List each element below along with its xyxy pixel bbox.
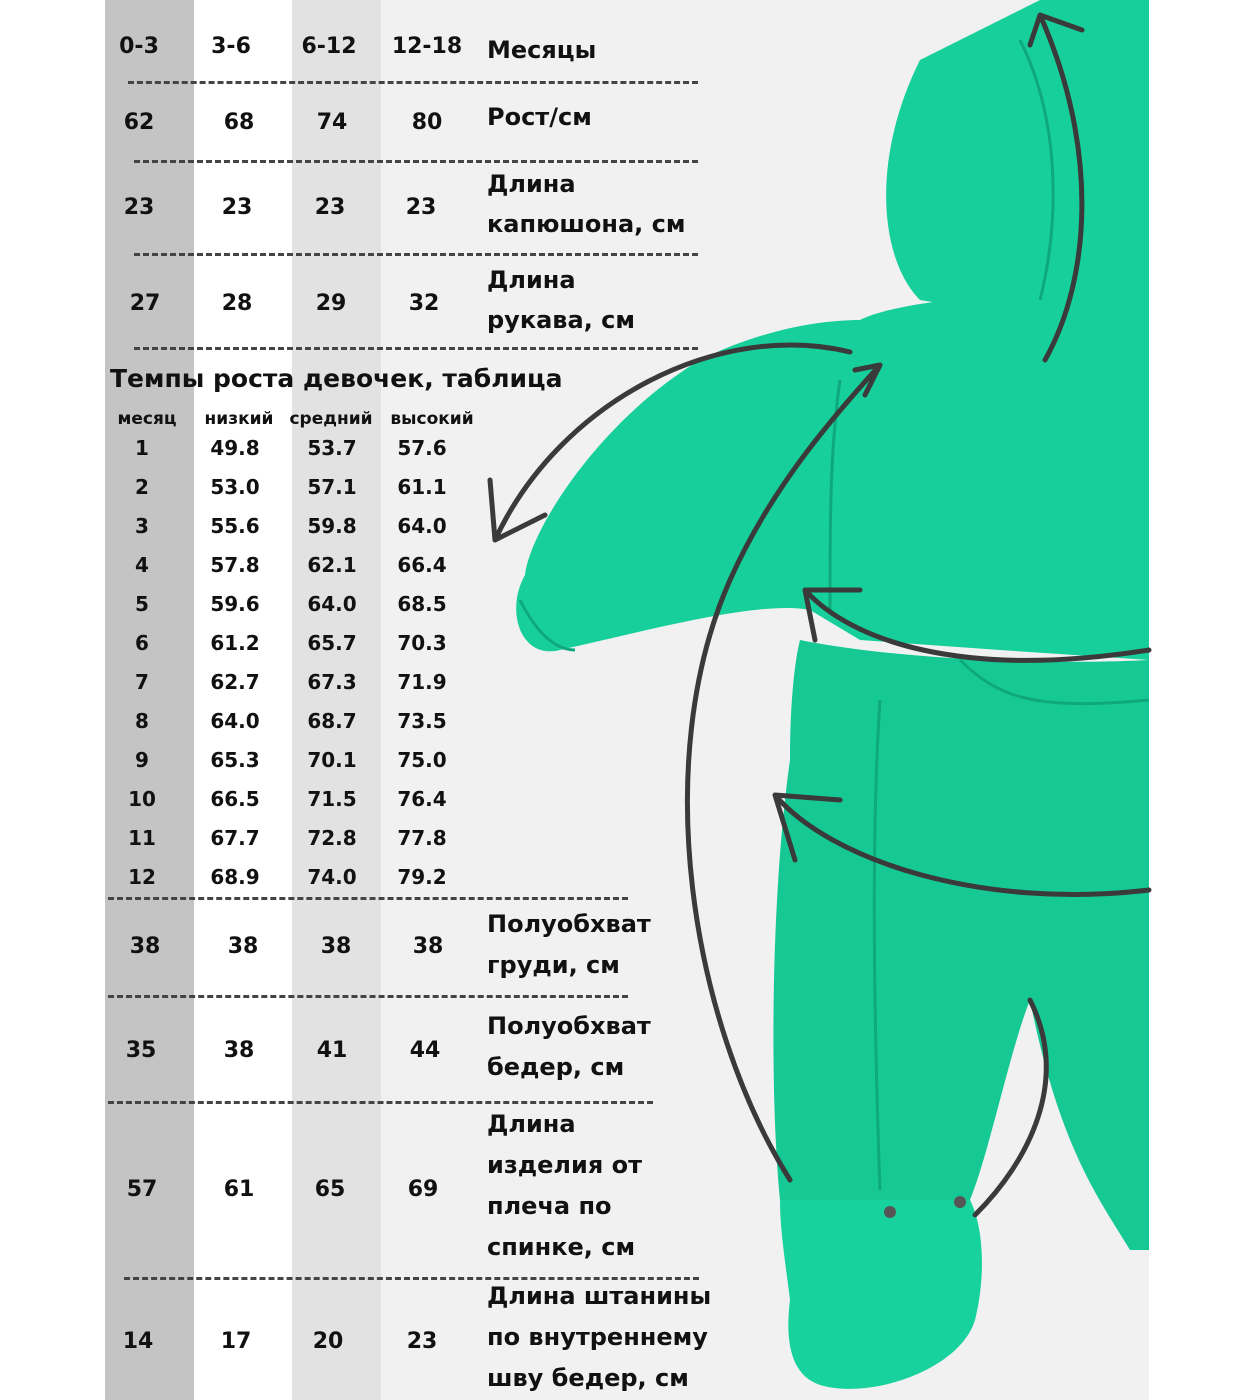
garment-length-label: плеча по — [487, 1192, 612, 1220]
growth-value-cell: 76.4 — [397, 787, 447, 811]
growth-value-cell: 67.7 — [210, 826, 260, 850]
separator-line — [134, 347, 698, 350]
inseam-label: по внутреннему — [487, 1323, 708, 1351]
growth-value-cell: 62.1 — [307, 553, 357, 577]
growth-value-cell: 73.5 — [397, 709, 447, 733]
separator-line — [134, 160, 698, 163]
growth-month-cell: 6 — [135, 631, 149, 655]
growth-month-cell: 10 — [128, 787, 156, 811]
hood-length-value: 23 — [221, 195, 253, 220]
growth-month-cell: 11 — [128, 826, 156, 850]
size-header: 12-18 — [391, 34, 463, 59]
growth-value-cell: 68.9 — [210, 865, 260, 889]
growth-value-cell: 64.0 — [210, 709, 260, 733]
growth-value-cell: 70.3 — [397, 631, 447, 655]
garment-length-label: Длина — [487, 1110, 576, 1138]
height-value: 74 — [316, 110, 348, 135]
growth-value-cell: 74.0 — [307, 865, 357, 889]
growth-value-cell: 49.8 — [210, 436, 260, 460]
growth-value-cell: 70.1 — [307, 748, 357, 772]
chest-value: 38 — [227, 934, 259, 959]
chest-value: 38 — [412, 934, 444, 959]
growth-month-cell: 3 — [135, 514, 149, 538]
hip-value: 35 — [125, 1038, 157, 1063]
growth-value-cell: 75.0 — [397, 748, 447, 772]
growth-month-cell: 4 — [135, 553, 149, 577]
inseam-value: 17 — [220, 1329, 252, 1354]
growth-month-cell: 2 — [135, 475, 149, 499]
growth-value-cell: 59.6 — [210, 592, 260, 616]
garment-length-value: 57 — [126, 1177, 158, 1202]
height-label: Рост/см — [487, 103, 592, 131]
growth-value-cell: 57.8 — [210, 553, 260, 577]
sleeve-length-value: 29 — [315, 291, 347, 316]
inseam-value: 23 — [406, 1329, 438, 1354]
growth-value-cell: 61.2 — [210, 631, 260, 655]
growth-value-cell: 66.4 — [397, 553, 447, 577]
chest-value: 38 — [129, 934, 161, 959]
garment-length-label: спинке, см — [487, 1233, 636, 1261]
chest-value: 38 — [320, 934, 352, 959]
growth-value-cell: 65.3 — [210, 748, 260, 772]
chest-label: груди, см — [487, 951, 620, 979]
separator-line — [108, 897, 628, 900]
sleeve-length-value: 28 — [221, 291, 253, 316]
hood-length-value: 23 — [405, 195, 437, 220]
height-value: 80 — [411, 110, 443, 135]
separator-line — [134, 253, 698, 256]
header-label: Месяцы — [487, 36, 597, 64]
hood-length-value: 23 — [123, 195, 155, 220]
garment-length-value: 65 — [314, 1177, 346, 1202]
growth-month-cell: 1 — [135, 436, 149, 460]
growth-value-cell: 57.6 — [397, 436, 447, 460]
growth-value-cell: 71.9 — [397, 670, 447, 694]
growth-value-cell: 64.0 — [307, 592, 357, 616]
growth-value-cell: 68.7 — [307, 709, 357, 733]
hood-length-value: 23 — [314, 195, 346, 220]
growth-value-cell: 66.5 — [210, 787, 260, 811]
growth-value-cell: 64.0 — [397, 514, 447, 538]
growth-value-cell: 72.8 — [307, 826, 357, 850]
hip-label: Полуобхват — [487, 1012, 651, 1040]
growth-value-cell: 71.5 — [307, 787, 357, 811]
growth-month-cell: 12 — [128, 865, 156, 889]
hood-length-label: Длина — [487, 170, 576, 198]
growth-value-cell: 57.1 — [307, 475, 357, 499]
size-header: 0-3 — [119, 34, 159, 59]
growth-value-cell: 53.0 — [210, 475, 260, 499]
sleeve-length-label: рукава, см — [487, 306, 636, 334]
growth-month-cell: 9 — [135, 748, 149, 772]
growth-value-cell: 53.7 — [307, 436, 357, 460]
sleeve-length-label: Длина — [487, 266, 576, 294]
hip-label: бедер, см — [487, 1053, 625, 1081]
sleeve-length-value: 27 — [129, 291, 161, 316]
growth-month-cell: 8 — [135, 709, 149, 733]
inseam-value: 20 — [312, 1329, 344, 1354]
garment-length-value: 61 — [223, 1177, 255, 1202]
growth-value-cell: 79.2 — [397, 865, 447, 889]
garment-length-value: 69 — [407, 1177, 439, 1202]
growth-value-cell: 68.5 — [397, 592, 447, 616]
growth-month-cell: 7 — [135, 670, 149, 694]
garment-length-label: изделия от — [487, 1151, 642, 1179]
growth-value-cell: 62.7 — [210, 670, 260, 694]
hip-value: 41 — [316, 1038, 348, 1063]
size-header: 3-6 — [211, 34, 251, 59]
growth-column-header: высокий — [390, 409, 474, 429]
inseam-label: шву бедер, см — [487, 1364, 689, 1392]
hood-length-label: капюшона, см — [487, 210, 686, 238]
hip-value: 38 — [223, 1038, 255, 1063]
growth-value-cell: 67.3 — [307, 670, 357, 694]
height-value: 68 — [223, 110, 255, 135]
separator-line — [108, 995, 628, 998]
size-header: 6-12 — [301, 34, 357, 59]
growth-table-title: Темпы роста девочек, таблица — [110, 364, 563, 393]
growth-value-cell: 59.8 — [307, 514, 357, 538]
growth-column-header: средний — [289, 409, 373, 429]
growth-value-cell: 77.8 — [397, 826, 447, 850]
separator-line — [128, 81, 698, 84]
growth-value-cell: 65.7 — [307, 631, 357, 655]
growth-column-header: месяц — [117, 409, 177, 429]
sleeve-length-value: 32 — [408, 291, 440, 316]
hip-value: 44 — [409, 1038, 441, 1063]
chest-label: Полуобхват — [487, 910, 651, 938]
growth-column-header: низкий — [204, 409, 274, 429]
growth-value-cell: 61.1 — [397, 475, 447, 499]
height-value: 62 — [123, 110, 155, 135]
inseam-label: Длина штанины — [487, 1282, 712, 1310]
growth-value-cell: 55.6 — [210, 514, 260, 538]
growth-month-cell: 5 — [135, 592, 149, 616]
inseam-value: 14 — [122, 1329, 154, 1354]
